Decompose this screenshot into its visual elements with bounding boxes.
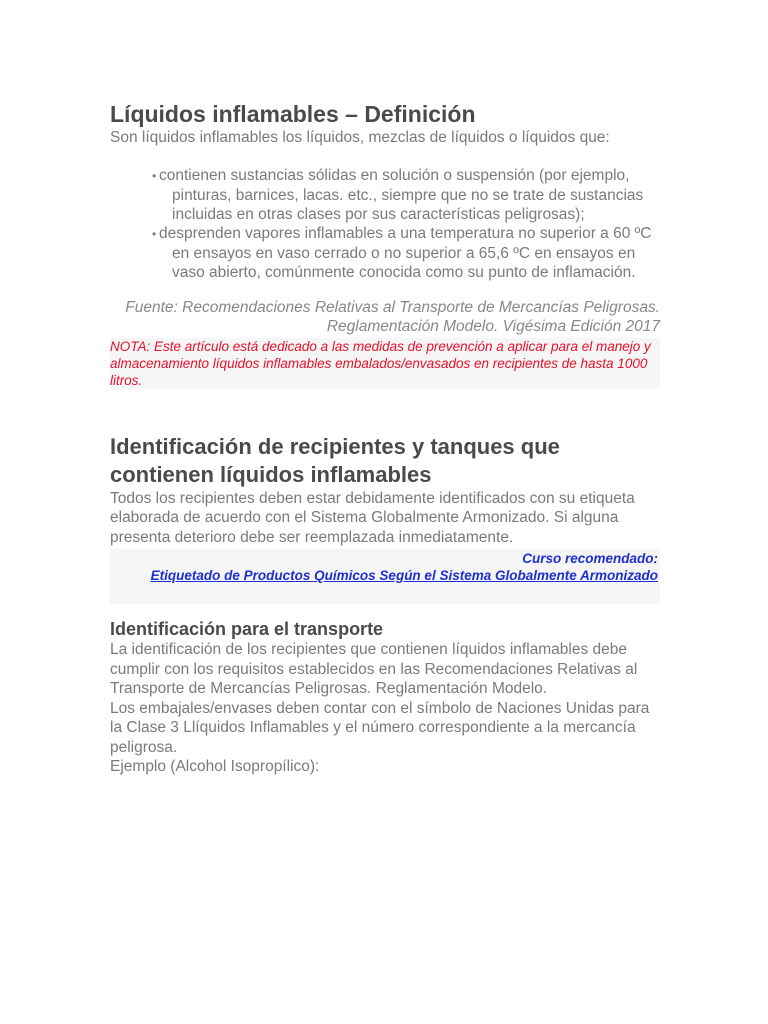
transport-paragraph: Los embajales/envases deben contar con el símbolo de Naciones Unidas para la Clase 3 Llíquidos Inflamables y el número correspondiente a la mercancía peligrosa.: [110, 699, 650, 756]
source-citation: Fuente: Recomendaciones Relativas al Transporte de Mercancías Peligrosas. Reglamentación Modelo. Vigésima Edición 2017: [125, 298, 660, 335]
course-label: Curso recomendado:: [522, 551, 658, 566]
recommended-course-box: [110, 549, 660, 604]
section-title-transport: Identificación para el transporte: [110, 619, 384, 639]
list-item: [148, 224, 660, 282]
definition-bullet-list: [110, 166, 660, 282]
bullet-text: desprenden vapores inflamables a una temperatura no superior a 60 ºC en ensayos en vaso cerrado o no superior a 65,6 ºC en ensayos en vaso abierto, comúnmente conocida como su punto de inflamación.: [159, 224, 652, 281]
course-link[interactable]: Etiquetado de Productos Químicos Según el Sistema Globalmente Armonizado: [150, 568, 658, 583]
bullet-icon: •: [152, 168, 157, 183]
note-box: [110, 338, 660, 389]
bullet-text: contienen sustancias sólidas en solución o suspensión (por ejemplo, pinturas, barnices, lacas. etc., siempre que no se trate de sustancias incluidas en otras clases por sus características peligrosas);: [159, 166, 644, 223]
article-content: [110, 100, 660, 777]
section-title-identification: Identificación de recipientes y tanques que contienen líquidos inflamables: [110, 433, 560, 487]
transport-paragraph: La identificación de los recipientes que contienen líquidos inflamables debe cumplir con los requisitos establecidos en las Recomendaciones Relativas al Transporte de Mercancías Peligrosas. Reglamentación Modelo.: [110, 641, 638, 697]
identification-body: Todos los recipientes deben estar debidamente identificados con su etiqueta elaborada de acuerdo con el Sistema Globalmente Armonizado. Si alguna presenta deterioro debe ser reemplazada inmediatamente.: [110, 489, 635, 546]
definition-intro: Son líquidos inflamables los líquidos, mezclas de líquidos o líquidos que:: [110, 129, 610, 146]
note-text: NOTA: Este artículo está dedicado a las medidas de prevención a aplicar para el manejo y almacenamiento líquidos inflamables embalados/envasados en recipientes de hasta 1000 litros.: [110, 338, 651, 388]
list-item: [148, 166, 660, 224]
bullet-icon: •: [152, 226, 157, 241]
example-paragraph: Ejemplo (Alcohol Isopropílico):: [110, 758, 320, 775]
section-title-definition: Líquidos inflamables – Definición: [110, 101, 476, 127]
